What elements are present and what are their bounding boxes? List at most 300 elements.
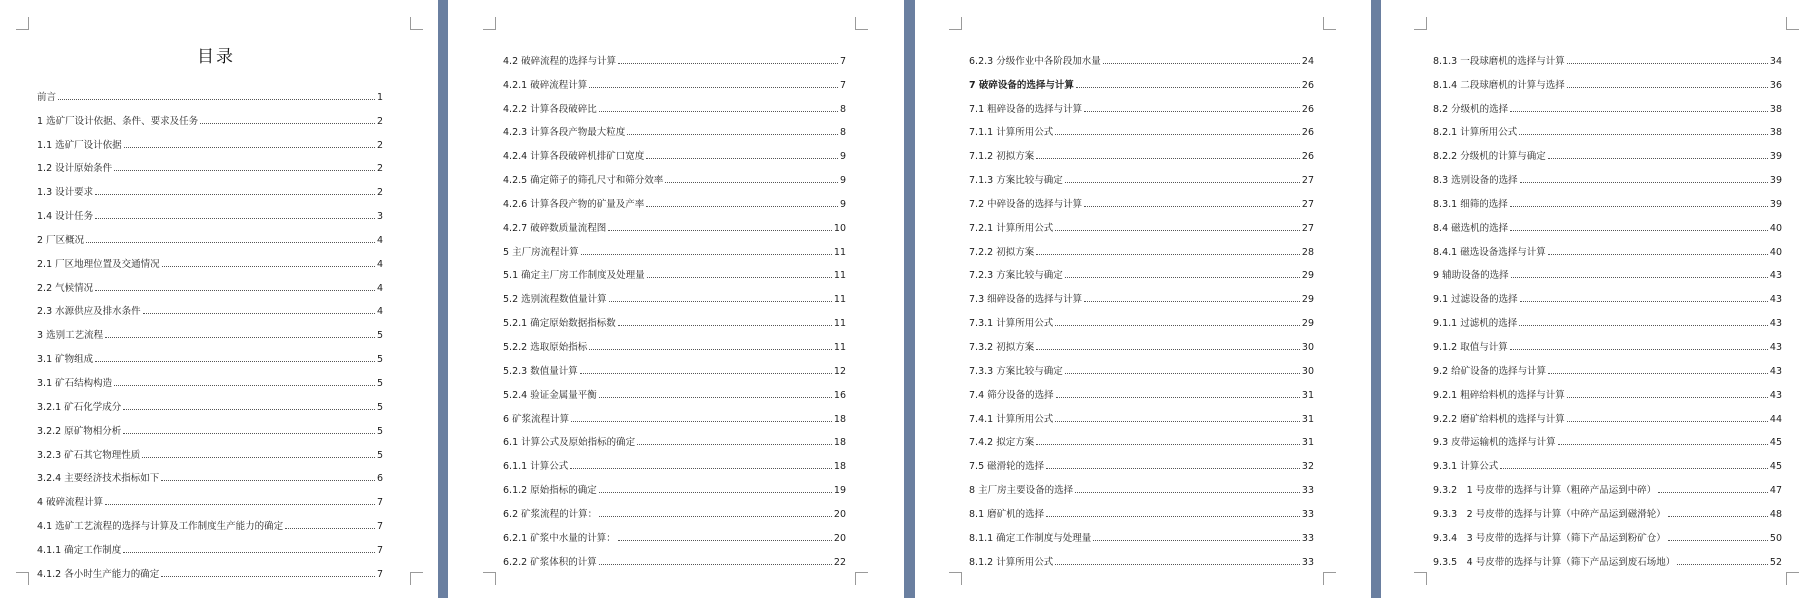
toc-page-number: 11: [833, 294, 846, 306]
toc-page-number: 5: [376, 377, 383, 389]
toc-page-number: 1: [376, 91, 383, 103]
toc-entry-text: 1.3 设计要求: [37, 187, 94, 199]
toc-page-number: 39: [1769, 198, 1782, 210]
toc-entry[interactable]: [969, 258, 1314, 282]
toc-dot-leader: [1510, 111, 1768, 112]
toc-entry-text: 8.1.1 确定工作制度与处理量: [969, 532, 1092, 544]
toc-page-number: 50: [1769, 532, 1782, 544]
toc-entry[interactable]: [969, 138, 1314, 162]
toc-entry-text: 7.2.2 初拟方案: [969, 246, 1035, 258]
toc-entry-text: 6 矿浆流程计算: [503, 413, 570, 425]
toc-dot-leader: [627, 134, 838, 135]
toc-dot-leader: [1055, 421, 1300, 422]
toc-entry[interactable]: [1433, 472, 1782, 496]
toc-page-number: 43: [1769, 294, 1782, 306]
toc-entry[interactable]: [1433, 115, 1782, 139]
toc-entry[interactable]: [969, 496, 1314, 520]
toc-dot-leader: [142, 457, 375, 458]
toc-entry[interactable]: [969, 520, 1314, 544]
toc-entry-text: 9 辅助设备的选择: [1433, 270, 1509, 282]
toc-dot-leader: [647, 277, 832, 278]
toc-page-number: 20: [833, 532, 846, 544]
toc-entry[interactable]: [969, 210, 1314, 234]
toc-entry[interactable]: [503, 353, 846, 377]
toc-entry[interactable]: [503, 91, 846, 115]
toc-dot-leader: [161, 576, 375, 577]
toc-dot-leader: [86, 242, 375, 243]
toc-dot-leader: [161, 480, 375, 481]
toc-page-number: 4: [376, 282, 383, 294]
document-page-4: [1381, 0, 1800, 598]
toc-entry[interactable]: [969, 305, 1314, 329]
toc-page-number: 28: [1301, 246, 1314, 258]
toc-title: 目录: [197, 47, 235, 67]
toc-entry[interactable]: [969, 544, 1314, 568]
toc-page-number: 39: [1769, 151, 1782, 163]
toc-entry[interactable]: [37, 198, 383, 222]
toc-dot-leader: [589, 87, 838, 88]
toc-page-number: 7: [839, 79, 846, 91]
toc-entry-text: 6.1 计算公式及原始指标的确定: [503, 437, 636, 449]
toc-entry[interactable]: [503, 186, 846, 210]
toc-dot-leader: [1567, 87, 1768, 88]
toc-page-number: 40: [1769, 222, 1782, 234]
toc-entry[interactable]: [1433, 377, 1782, 401]
toc-entry-text: 7.1.2 初拟方案: [969, 151, 1035, 163]
toc-entry[interactable]: [1433, 305, 1782, 329]
toc-page-number: 27: [1301, 175, 1314, 187]
toc-dot-leader: [1093, 540, 1300, 541]
toc-entry-text: 7.5 磁滑轮的选择: [969, 461, 1045, 473]
toc-page-number: 11: [833, 246, 846, 258]
toc-entry-text: 7.4.1 计算所用公式: [969, 413, 1054, 425]
toc-page-number: 4: [376, 306, 383, 318]
toc-entry-text: 9.2.1 粗碎给料机的选择与计算: [1433, 389, 1565, 401]
toc-entry-text: 9.3.4 3 号皮带的选择与计算（筛下产品运到粉矿仓）: [1433, 532, 1666, 544]
toc-dot-leader: [599, 111, 838, 112]
toc-entry[interactable]: [37, 556, 383, 580]
toc-dot-leader: [143, 313, 375, 314]
toc-entry[interactable]: [969, 281, 1314, 305]
toc-dot-leader: [123, 409, 375, 410]
margin-corner-mark: [1786, 17, 1799, 30]
toc-entry[interactable]: [1433, 520, 1782, 544]
toc-page-number: 18: [833, 413, 846, 425]
toc-page-number: 45: [1769, 461, 1782, 473]
toc-entry-text: 8.4 磁选机的选择: [1433, 222, 1509, 234]
toc-entry-text: 6.2.3 分级作业中各阶段加水量: [969, 55, 1101, 67]
toc-entry[interactable]: [969, 234, 1314, 258]
toc-entry-text: 7.3.1 计算所用公式: [969, 318, 1054, 330]
toc-page-number: 2: [376, 187, 383, 199]
toc-entry-text: 8.4.1 磁选设备选择与计算: [1433, 246, 1546, 258]
toc-entry[interactable]: [37, 79, 383, 103]
toc-entry-text: 7.3 细碎设备的选择与计算: [969, 294, 1083, 306]
toc-dot-leader: [1519, 325, 1768, 326]
toc-dot-leader: [1548, 373, 1768, 374]
toc-entry-text: 5.1 确定主厂房工作制度及处理量: [503, 270, 645, 282]
toc-entry-text: 4.2.4 计算各段破碎机排矿口宽度: [503, 151, 645, 163]
toc-page-number: 11: [833, 341, 846, 353]
toc-entry[interactable]: [969, 448, 1314, 472]
toc-entry[interactable]: [37, 270, 383, 294]
toc-dot-leader: [1055, 325, 1300, 326]
toc-entry[interactable]: [969, 425, 1314, 449]
toc-entry[interactable]: [1433, 258, 1782, 282]
toc-entry-text: 4.2 破碎流程的选择与计算: [503, 55, 617, 67]
toc-page-number: 5: [376, 449, 383, 461]
toc-dot-leader: [618, 63, 838, 64]
toc-dot-leader: [1036, 254, 1300, 255]
toc-page-number: 18: [833, 437, 846, 449]
toc-entry-text: 9.3.2 1 号皮带的选择与计算（粗碎产品运到中碎）: [1433, 485, 1657, 497]
toc-dot-leader: [1558, 444, 1768, 445]
toc-page-number: 38: [1769, 127, 1782, 139]
toc-page-number: 5: [376, 354, 383, 366]
toc-dot-leader: [1567, 63, 1768, 64]
toc-dot-leader: [105, 504, 375, 505]
document-page-3: [915, 0, 1371, 598]
toc-entry[interactable]: [1433, 162, 1782, 186]
toc-dot-leader: [114, 385, 375, 386]
toc-entry[interactable]: [503, 329, 846, 353]
toc-entry[interactable]: [1433, 353, 1782, 377]
toc-dot-leader: [599, 564, 832, 565]
toc-entry[interactable]: [969, 329, 1314, 353]
toc-dot-leader: [58, 99, 375, 100]
toc-page-number: 29: [1301, 318, 1314, 330]
margin-corner-mark: [410, 17, 423, 30]
toc-dot-leader: [1500, 468, 1768, 469]
toc-entry-text: 8 主厂房主要设备的选择: [969, 485, 1074, 497]
toc-dot-leader: [95, 290, 375, 291]
toc-dot-leader: [123, 433, 375, 434]
toc-entry[interactable]: [1433, 138, 1782, 162]
toc-entry-text: 1.4 设计任务: [37, 211, 94, 223]
toc-entry[interactable]: [969, 43, 1314, 67]
toc-entry-text: 9.1 过滤设备的选择: [1433, 294, 1518, 306]
toc-entry[interactable]: [1433, 67, 1782, 91]
toc-entry[interactable]: [503, 425, 846, 449]
margin-corner-mark: [1414, 572, 1427, 585]
toc-entry-text: 7.4 筛分设备的选择: [969, 389, 1054, 401]
toc-entry-text: 9.2.2 磨矿给料机的选择与计算: [1433, 413, 1565, 425]
toc-entry[interactable]: [37, 461, 383, 485]
toc-entry[interactable]: [37, 103, 383, 127]
toc-page-number: 8: [839, 103, 846, 115]
toc-dot-leader: [1084, 206, 1300, 207]
toc-entry-text: 7.1.3 方案比较与确定: [969, 175, 1063, 187]
toc-entry[interactable]: [969, 472, 1314, 496]
toc-entry-text: 8.2.1 计算所用公式: [1433, 127, 1518, 139]
toc-dot-leader: [599, 492, 832, 493]
toc-entry[interactable]: [503, 281, 846, 305]
toc-entry[interactable]: [37, 508, 383, 532]
toc-entry-text: 1.1 选矿厂设计依据: [37, 139, 122, 151]
toc-entry[interactable]: [37, 413, 383, 437]
toc-entry-text: 5.2.1 确定原始数据指标数: [503, 318, 616, 330]
toc-page-number: 7: [376, 568, 383, 580]
toc-entry-text: 8.1.4 二段球磨机的计算与选择: [1433, 79, 1565, 91]
toc-entry-text: 2 厂区概况: [37, 234, 85, 246]
toc-entry-text: 5.2.2 选取原始指标: [503, 341, 588, 353]
toc-entry-text: 7.2 中碎设备的选择与计算: [969, 198, 1083, 210]
toc-entry[interactable]: [969, 67, 1314, 91]
toc-entry[interactable]: [503, 138, 846, 162]
toc-entry[interactable]: [37, 151, 383, 175]
toc-entry[interactable]: [1433, 329, 1782, 353]
toc-dot-leader: [571, 421, 832, 422]
toc-entry[interactable]: [503, 377, 846, 401]
toc-entry[interactable]: [503, 305, 846, 329]
toc-entry[interactable]: [969, 186, 1314, 210]
toc-entry-text: 4.2.1 破碎流程计算: [503, 79, 588, 91]
toc-dot-leader: [1510, 349, 1768, 350]
toc-entry[interactable]: [503, 520, 846, 544]
toc-list: [37, 79, 383, 580]
toc-entry[interactable]: [1433, 496, 1782, 520]
toc-entry-text: 5 主厂房流程计算: [503, 246, 579, 258]
margin-corner-mark: [1786, 572, 1799, 585]
toc-page-number: 30: [1301, 341, 1314, 353]
toc-dot-leader: [123, 552, 375, 553]
toc-entry[interactable]: [969, 401, 1314, 425]
toc-entry[interactable]: [503, 472, 846, 496]
toc-entry[interactable]: [503, 115, 846, 139]
toc-dot-leader: [1548, 254, 1768, 255]
toc-dot-leader: [1548, 158, 1768, 159]
toc-page-number: 40: [1769, 246, 1782, 258]
toc-entry-text: 3.2.4 主要经济技术指标如下: [37, 473, 160, 485]
toc-dot-leader: [618, 540, 832, 541]
toc-entry[interactable]: [37, 174, 383, 198]
toc-entry[interactable]: [37, 222, 383, 246]
toc-page-number: 2: [376, 139, 383, 151]
toc-entry[interactable]: [969, 162, 1314, 186]
toc-entry[interactable]: [1433, 544, 1782, 568]
toc-page-number: 36: [1769, 79, 1782, 91]
toc-entry[interactable]: [969, 377, 1314, 401]
toc-entry-text: 3.2.3 矿石其它物理性质: [37, 449, 141, 461]
toc-entry[interactable]: [1433, 91, 1782, 115]
toc-dot-leader: [580, 373, 832, 374]
toc-page-number: 10: [833, 222, 846, 234]
toc-dot-leader: [1055, 564, 1300, 565]
toc-entry[interactable]: [37, 484, 383, 508]
toc-entry[interactable]: [503, 210, 846, 234]
toc-entry-text: 9.3 皮带运输机的选择与计算: [1433, 437, 1556, 449]
toc-entry[interactable]: [503, 448, 846, 472]
toc-page-number: 20: [833, 508, 846, 520]
toc-dot-leader: [1567, 421, 1768, 422]
toc-dot-leader: [599, 397, 832, 398]
toc-page-number: 9: [839, 175, 846, 187]
toc-page-number: 7: [839, 55, 846, 67]
toc-entry-text: 8.1.3 一段球磨机的选择与计算: [1433, 55, 1565, 67]
toc-entry[interactable]: [969, 91, 1314, 115]
toc-page-number: 33: [1301, 508, 1314, 520]
margin-corner-mark: [483, 572, 496, 585]
toc-dot-leader: [285, 528, 375, 529]
toc-entry-text: 5.2.4 验证金属量平衡: [503, 389, 597, 401]
toc-entry[interactable]: [37, 127, 383, 151]
toc-dot-leader: [1084, 111, 1300, 112]
toc-page-number: 43: [1769, 389, 1782, 401]
toc-entry-text: 5.2.3 数值量计算: [503, 365, 578, 377]
toc-entry-text: 2.1 厂区地理位置及交通情况: [37, 258, 160, 270]
toc-entry-text: 3.1 矿石结构构造: [37, 377, 113, 389]
toc-entry-text: 3.2.1 矿石化学成分: [37, 401, 122, 413]
toc-entry[interactable]: [1433, 186, 1782, 210]
toc-entry[interactable]: [1433, 281, 1782, 305]
toc-entry[interactable]: [503, 544, 846, 568]
toc-list: [969, 43, 1314, 568]
toc-page-number: 18: [833, 461, 846, 473]
toc-entry-text: 7.3.3 方案比较与确定: [969, 365, 1063, 377]
toc-page-number: 26: [1301, 151, 1314, 163]
toc-entry[interactable]: [37, 317, 383, 341]
toc-page-number: 27: [1301, 198, 1314, 210]
toc-dot-leader: [646, 206, 838, 207]
toc-entry-text: 9.3.1 计算公式: [1433, 461, 1499, 473]
toc-dot-leader: [1036, 444, 1300, 445]
toc-page-number: 52: [1769, 556, 1782, 568]
toc-page-number: 26: [1301, 79, 1314, 91]
toc-entry-text: 9.1.2 取值与计算: [1433, 341, 1508, 353]
toc-page-number: 5: [376, 401, 383, 413]
toc-entry-text: 前言: [37, 91, 57, 103]
toc-entry[interactable]: [503, 496, 846, 520]
toc-entry-text: 4.2.5 确定筛子的筛孔尺寸和筛分效率: [503, 175, 664, 187]
toc-dot-leader: [1036, 349, 1300, 350]
toc-page-number: 12: [833, 365, 846, 377]
toc-dot-leader: [124, 147, 375, 148]
toc-dot-leader: [1065, 373, 1300, 374]
toc-entry-text: 5.2 选别流程数值量计算: [503, 294, 607, 306]
toc-dot-leader: [1103, 63, 1300, 64]
toc-dot-leader: [1076, 87, 1300, 88]
toc-entry-text: 9.3.5 4 号皮带的选择与计算（筛下产品运到废石场地）: [1433, 556, 1676, 568]
toc-entry[interactable]: [969, 115, 1314, 139]
toc-dot-leader: [1510, 230, 1768, 231]
toc-dot-leader: [1567, 397, 1768, 398]
toc-page-number: 43: [1769, 318, 1782, 330]
toc-page-number: 43: [1769, 365, 1782, 377]
toc-dot-leader: [570, 468, 832, 469]
toc-dot-leader: [637, 444, 832, 445]
toc-entry-text: 6.2.1 矿浆中水量的计算：: [503, 532, 616, 544]
toc-dot-leader: [1519, 134, 1768, 135]
toc-dot-leader: [1510, 206, 1768, 207]
margin-corner-mark: [949, 572, 962, 585]
toc-page-number: 11: [833, 318, 846, 330]
toc-entry[interactable]: [503, 401, 846, 425]
toc-dot-leader: [1668, 516, 1768, 517]
toc-entry[interactable]: [37, 532, 383, 556]
toc-entry[interactable]: [37, 294, 383, 318]
toc-entry[interactable]: [1433, 43, 1782, 67]
toc-page-number: 4: [376, 234, 383, 246]
toc-entry[interactable]: [1433, 234, 1782, 258]
toc-page-number: 45: [1769, 437, 1782, 449]
toc-page-number: 43: [1769, 341, 1782, 353]
toc-entry[interactable]: [503, 234, 846, 258]
document-page-2: [448, 0, 904, 598]
toc-page-number: 33: [1301, 485, 1314, 497]
toc-dot-leader: [1677, 564, 1768, 565]
margin-corner-mark: [16, 17, 29, 30]
toc-list: [1433, 43, 1782, 568]
toc-entry-text: 1 选矿厂设计依据、条件、要求及任务: [37, 115, 199, 127]
toc-dot-leader: [646, 158, 838, 159]
toc-entry[interactable]: [503, 67, 846, 91]
toc-dot-leader: [1668, 540, 1768, 541]
margin-corner-mark: [16, 572, 29, 585]
margin-corner-mark: [949, 17, 962, 30]
toc-entry-text: 7.1 粗碎设备的选择与计算: [969, 103, 1083, 115]
toc-dot-leader: [1055, 134, 1300, 135]
toc-entry[interactable]: [37, 365, 383, 389]
toc-dot-leader: [608, 230, 832, 231]
toc-entry-text: 8.2 分级机的选择: [1433, 103, 1509, 115]
toc-entry-text: 9.1.1 过滤机的选择: [1433, 318, 1518, 330]
toc-page-number: 31: [1301, 437, 1314, 449]
toc-entry[interactable]: [1433, 425, 1782, 449]
toc-dot-leader: [1520, 182, 1768, 183]
toc-entry-text: 8.2.2 分级机的计算与确定: [1433, 151, 1546, 163]
toc-page-number: 5: [376, 330, 383, 342]
toc-dot-leader: [589, 349, 832, 350]
toc-entry-text: 1.2 设计原始条件: [37, 163, 113, 175]
toc-entry[interactable]: [503, 258, 846, 282]
toc-dot-leader: [95, 194, 375, 195]
toc-entry[interactable]: [37, 246, 383, 270]
toc-entry[interactable]: [503, 43, 846, 67]
toc-entry-text: 9.2 给矿设备的选择与计算: [1433, 365, 1547, 377]
margin-corner-mark: [1414, 17, 1427, 30]
toc-page-number: 16: [833, 389, 846, 401]
toc-entry[interactable]: [37, 389, 383, 413]
toc-entry-text: 3.2.2 原矿物相分析: [37, 425, 122, 437]
toc-dot-leader: [105, 337, 375, 338]
toc-dot-leader: [1084, 301, 1300, 302]
toc-entry[interactable]: [1433, 448, 1782, 472]
margin-corner-mark: [855, 17, 868, 30]
toc-entry[interactable]: [1433, 401, 1782, 425]
toc-entry[interactable]: [37, 437, 383, 461]
toc-page-number: 34: [1769, 55, 1782, 67]
toc-entry[interactable]: [37, 341, 383, 365]
margin-corner-mark: [410, 572, 423, 585]
toc-page-number: 19: [833, 485, 846, 497]
toc-entry-text: 8.1 磨矿机的选择: [969, 508, 1045, 520]
toc-entry[interactable]: [1433, 210, 1782, 234]
toc-page-number: 9: [839, 151, 846, 163]
toc-page-number: 7: [376, 544, 383, 556]
toc-entry-text: 4.1.2 各小时生产能力的确定: [37, 568, 160, 580]
toc-dot-leader: [1075, 492, 1300, 493]
toc-list: [503, 43, 846, 568]
toc-dot-leader: [200, 123, 375, 124]
toc-page-number: 43: [1769, 270, 1782, 282]
toc-entry-text: 3.1 矿物组成: [37, 354, 94, 366]
toc-entry-text: 6.2.2 矿浆体积的计算: [503, 556, 597, 568]
toc-page-number: 33: [1301, 556, 1314, 568]
toc-dot-leader: [1065, 277, 1300, 278]
toc-entry-text: 7.2.1 计算所用公式: [969, 222, 1054, 234]
toc-entry[interactable]: [969, 353, 1314, 377]
toc-entry[interactable]: [503, 162, 846, 186]
